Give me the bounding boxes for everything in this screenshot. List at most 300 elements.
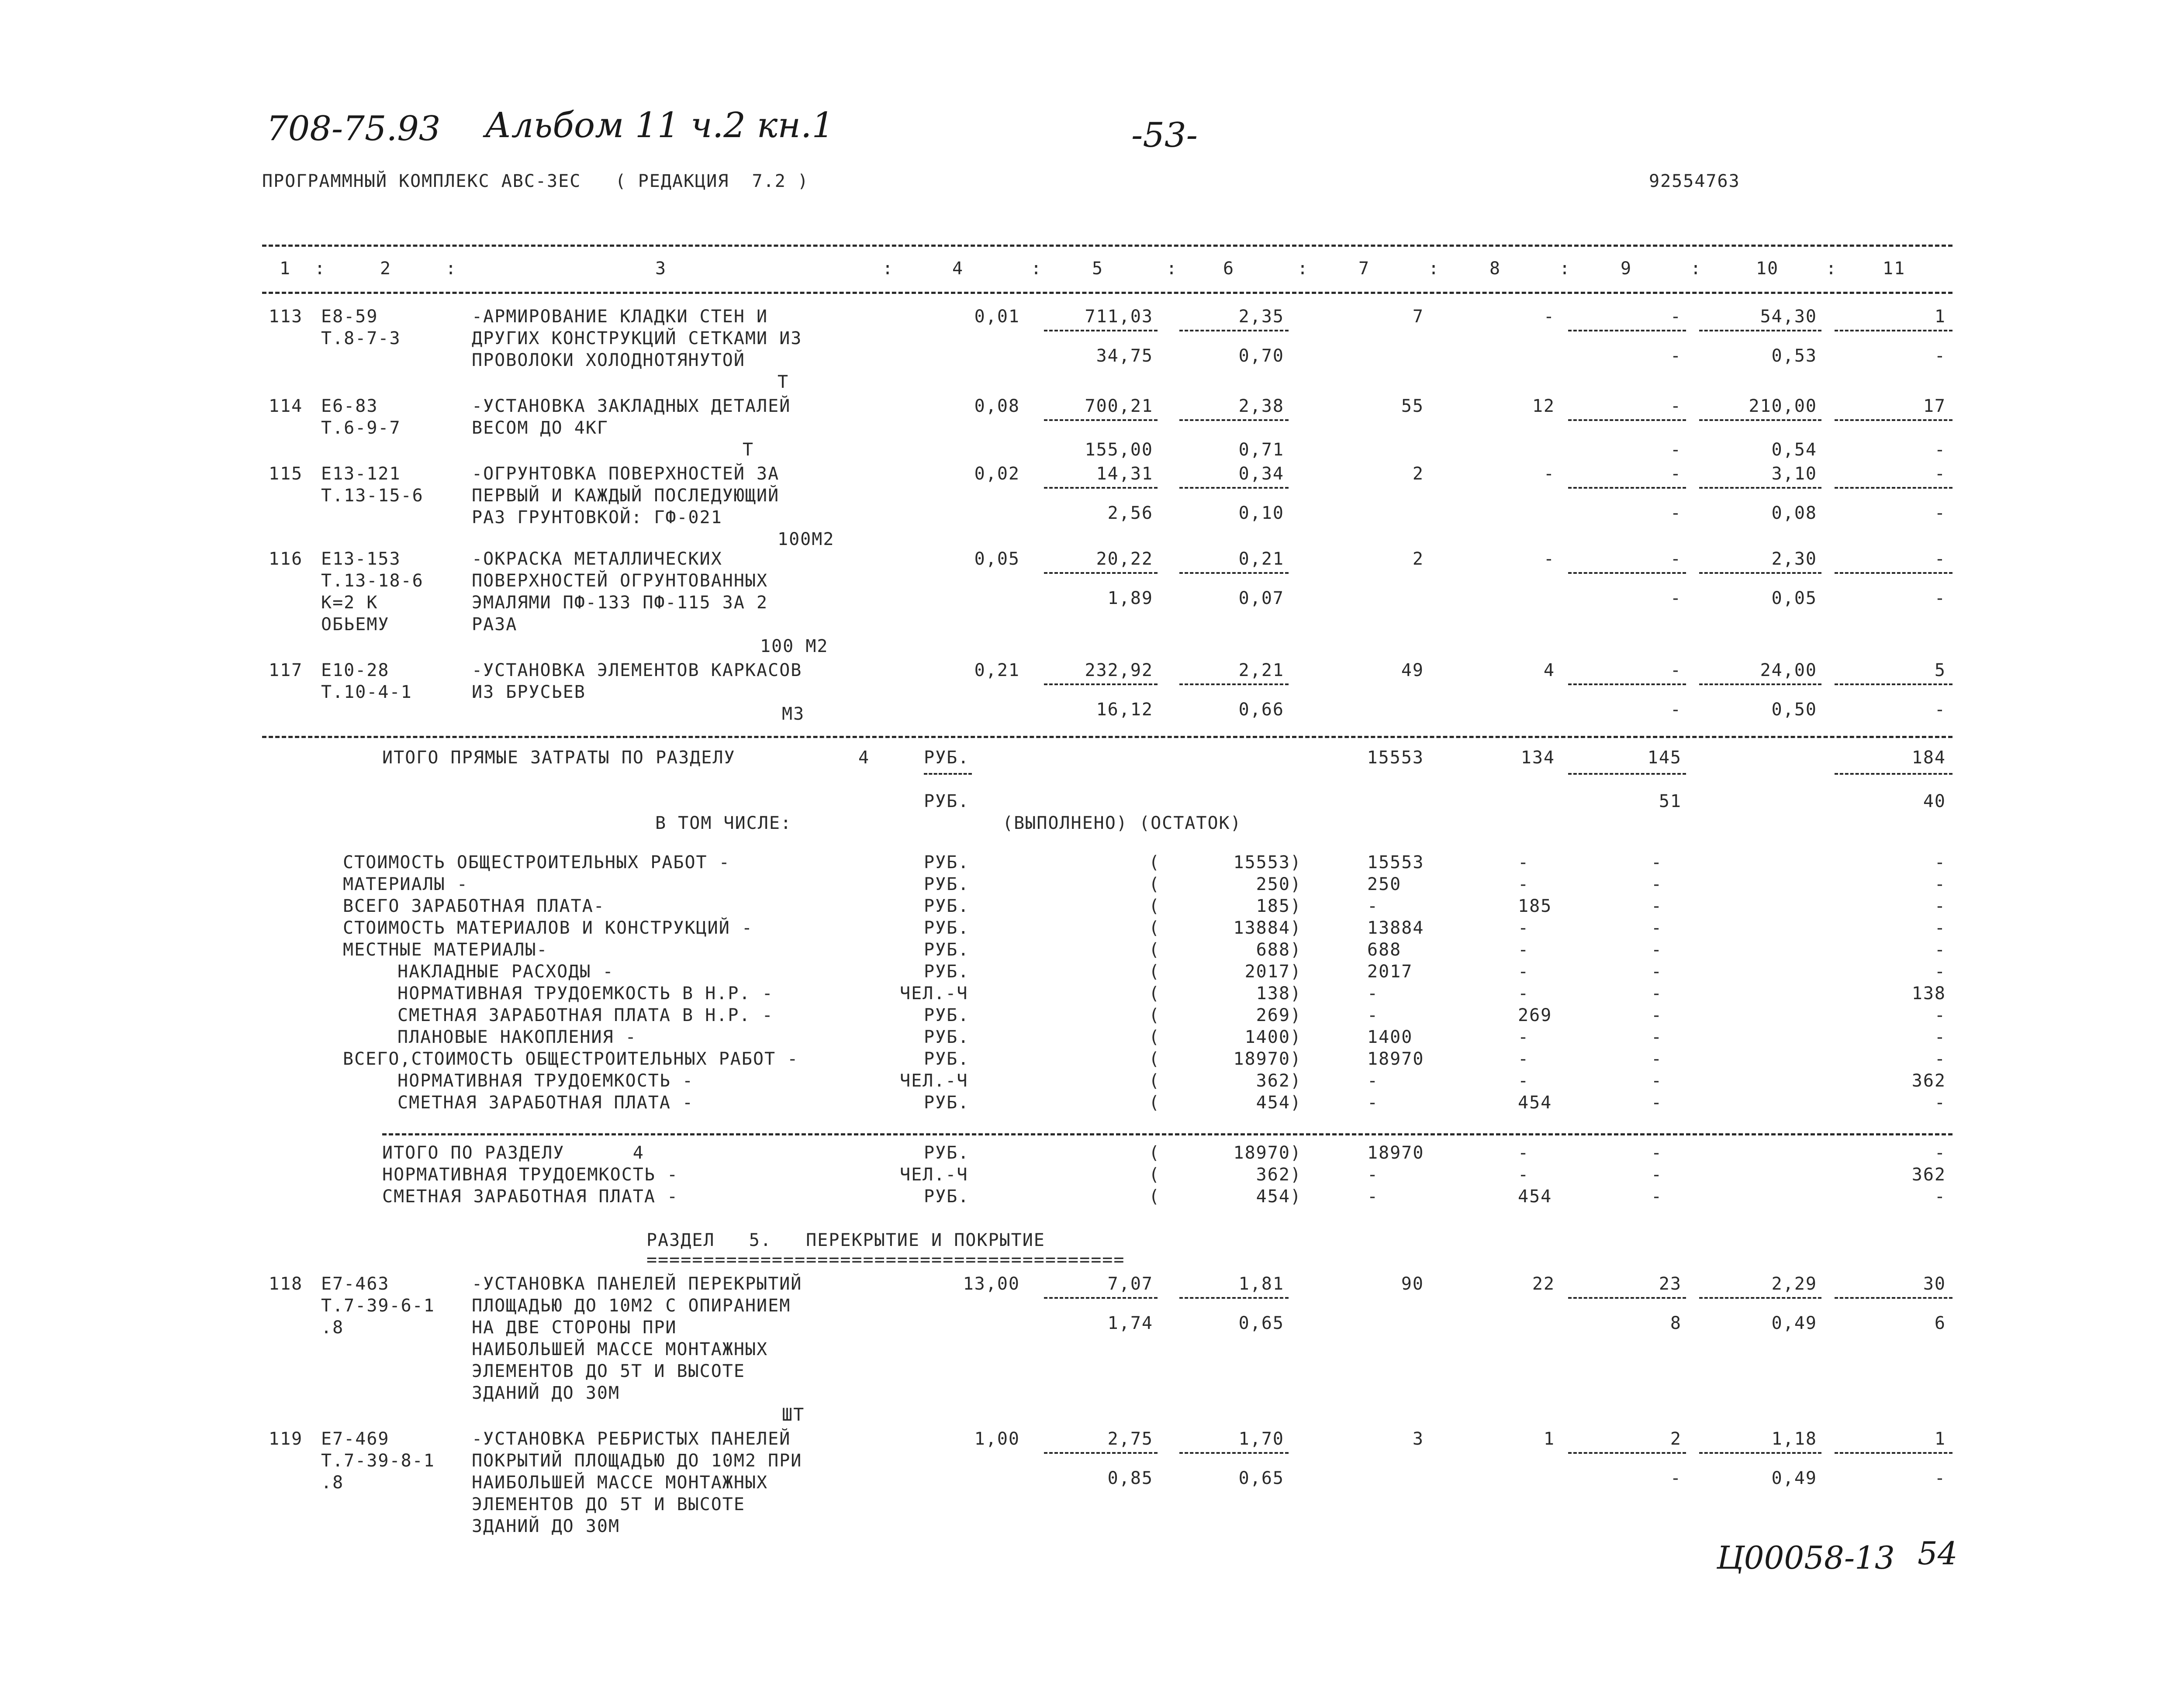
summary-col8: - — [1518, 874, 1530, 894]
row-description: ВЕСОМ ДО 4КГ — [472, 418, 608, 438]
row-description: ПЛОЩАДЬЮ ДО 10М2 С ОПИРАНИЕМ — [472, 1296, 791, 1316]
summary-col9: - — [1651, 1049, 1663, 1069]
row-divider — [1835, 330, 1952, 331]
summary-unit: РУБ. — [924, 1027, 970, 1047]
row-unit: Т — [743, 440, 754, 460]
row-col10-total: 54,30 — [1760, 307, 1817, 327]
row-code: Т.6-9-7 — [321, 418, 401, 438]
row-code: Т.8-7-3 — [321, 328, 401, 348]
summary-unit: РУБ. — [924, 1093, 970, 1113]
row-description: НАИБОЛЬШЕЙ МАССЕ МОНТАЖНЫХ — [472, 1473, 768, 1493]
row-divider — [1179, 683, 1289, 685]
row-divider — [1044, 572, 1158, 574]
row-col6-total: 1,70 — [1238, 1429, 1284, 1449]
row-col5-salary: 34,75 — [1096, 346, 1153, 366]
total-direct-unit-2: РУБ. — [924, 791, 970, 811]
summary-label: ВСЕГО,СТОИМОСТЬ ОБЩЕСТРОИТЕЛЬНЫХ РАБОТ - — [343, 1049, 799, 1069]
row-quantity: 0,01 — [974, 307, 1020, 327]
row-description: -ОГРУНТОВКА ПОВЕРХНОСТЕЙ ЗА — [472, 464, 780, 484]
summary-col9: - — [1651, 1093, 1663, 1113]
column-header-9: 9 — [1621, 259, 1632, 279]
summary-col11: - — [1934, 1005, 1946, 1025]
row-col11-total: - — [1934, 464, 1946, 484]
row-number: 114 — [269, 396, 303, 416]
row-divider — [1179, 1452, 1289, 1454]
including-label: В ТОМ ЧИСЛЕ: — [655, 813, 792, 833]
summary-paren: ( — [1149, 896, 1161, 916]
row-col6-salary: 0,07 — [1238, 588, 1284, 608]
total-direct-col8: 134 — [1521, 748, 1555, 768]
row-quantity: 1,00 — [974, 1429, 1020, 1449]
summary-label: СМЕТНАЯ ЗАРАБОТНАЯ ПЛАТА В Н.Р. - — [397, 1005, 774, 1025]
summary-label: СТОИМОСТЬ МАТЕРИАЛОВ И КОНСТРУКЦИЙ - — [343, 918, 753, 938]
row-col10-salary: 0,05 — [1771, 588, 1817, 608]
row-col5-salary: 2,56 — [1107, 503, 1153, 523]
row-col5-salary: 1,74 — [1107, 1313, 1153, 1333]
row-col8: 4 — [1543, 660, 1555, 680]
column-separator: : — [1297, 259, 1309, 279]
summary-paren: ( — [1149, 983, 1161, 1004]
section-total-paren: ( — [1149, 1143, 1161, 1163]
row-col6-salary: 0,70 — [1238, 346, 1284, 366]
row-code: Е7-469 — [321, 1429, 390, 1449]
row-code: К=2 К — [321, 593, 378, 613]
row-col7: 3 — [1412, 1429, 1424, 1449]
summary-col8: - — [1518, 1071, 1530, 1091]
summary-value: 185) — [1256, 896, 1302, 916]
row-quantity: 0,08 — [974, 396, 1020, 416]
row-number: 117 — [269, 660, 303, 680]
row-col9-salary: - — [1670, 346, 1682, 366]
column-separator: : — [1690, 259, 1702, 279]
row-description: -ОКРАСКА МЕТАЛЛИЧЕСКИХ — [472, 549, 722, 569]
row-description: ПЕРВЫЙ И КАЖДЫЙ ПОСЛЕДУЮЩИЙ — [472, 486, 780, 506]
row-code: Т.7-39-8-1 — [321, 1451, 435, 1471]
summary-col8: 454 — [1518, 1093, 1552, 1113]
row-col9-salary: 8 — [1670, 1313, 1682, 1333]
row-divider — [1044, 1297, 1158, 1299]
row-quantity: 0,05 — [974, 549, 1020, 569]
row-col9-total: - — [1670, 464, 1682, 484]
row-code: Т.13-18-6 — [321, 571, 424, 591]
total-direct-label: ИТОГО ПРЯМЫЕ ЗАТРАТЫ ПО РАЗДЕЛУ — [382, 748, 736, 768]
row-quantity: 0,21 — [974, 660, 1020, 680]
row-description: ЭЛЕМЕНТОВ ДО 5Т И ВЫСОТЕ — [472, 1494, 745, 1515]
row-description: РАЗА — [472, 614, 518, 635]
total-direct-col11-b: 40 — [1923, 791, 1946, 811]
column-separator: : — [1031, 259, 1043, 279]
summary-col7: 13884 — [1367, 918, 1424, 938]
handwritten-footer-page: 54 — [1918, 1535, 1958, 1572]
column-header-10: 10 — [1756, 259, 1779, 279]
row-divider — [1179, 1297, 1289, 1299]
section-total-value: 362) — [1256, 1165, 1302, 1185]
summary-col11: - — [1934, 1027, 1946, 1047]
row-description: -УСТАНОВКА ЭЛЕМЕНТОВ КАРКАСОВ — [472, 660, 802, 680]
total-direct-section: 4 — [858, 748, 870, 768]
summary-label: СМЕТНАЯ ЗАРАБОТНАЯ ПЛАТА - — [397, 1093, 694, 1113]
row-description: ЭМАЛЯМИ ПФ-133 ПФ-115 ЗА 2 — [472, 593, 768, 613]
column-separator: : — [446, 259, 457, 279]
row-divider — [1044, 1452, 1158, 1454]
row-description: -УСТАНОВКА ЗАКЛАДНЫХ ДЕТАЛЕЙ — [472, 396, 791, 416]
row-code: Е13-121 — [321, 464, 401, 484]
row-col9-salary: - — [1670, 1468, 1682, 1488]
row-code: Т.13-15-6 — [321, 486, 424, 506]
row-unit: 100 М2 — [760, 636, 829, 656]
column-header-1: 1 — [280, 259, 291, 279]
summary-col7: 1400 — [1367, 1027, 1413, 1047]
row-col11-total: 30 — [1923, 1274, 1946, 1294]
row-col10-total: 3,10 — [1771, 464, 1817, 484]
summary-unit: РУБ. — [924, 962, 970, 982]
column-header-3: 3 — [655, 259, 667, 279]
row-code: Е8-59 — [321, 307, 378, 327]
row-col10-salary: 0,49 — [1771, 1468, 1817, 1488]
row-col5-total: 2,75 — [1107, 1429, 1153, 1449]
summary-col7: - — [1367, 1071, 1379, 1091]
row-divider — [1835, 419, 1952, 421]
row-col7: 90 — [1401, 1274, 1424, 1294]
section-total-col9: - — [1651, 1187, 1663, 1207]
row-description: -УСТАНОВКА ПАНЕЛЕЙ ПЕРЕКРЫТИЙ — [472, 1274, 802, 1294]
summary-col11: 138 — [1911, 983, 1946, 1004]
row-col6-total: 0,21 — [1238, 549, 1284, 569]
summary-unit: ЧЕЛ.-Ч — [900, 983, 968, 1004]
summary-col7: 15553 — [1367, 852, 1424, 873]
row-col5-total: 700,21 — [1085, 396, 1153, 416]
summary-unit: РУБ. — [924, 896, 970, 916]
row-col11-salary: - — [1934, 346, 1946, 366]
row-col10-salary: 0,53 — [1771, 346, 1817, 366]
row-col11-salary: - — [1934, 440, 1946, 460]
summary-col9: - — [1651, 1005, 1663, 1025]
row-col5-total: 20,22 — [1096, 549, 1153, 569]
row-number: 119 — [269, 1429, 303, 1449]
row-number: 116 — [269, 549, 303, 569]
row-description: ДРУГИХ КОНСТРУКЦИЙ СЕТКАМИ ИЗ — [472, 328, 802, 348]
row-description: -АРМИРОВАНИЕ КЛАДКИ СТЕН И — [472, 307, 768, 327]
summary-label: НАКЛАДНЫЕ РАСХОДЫ - — [397, 962, 614, 982]
row-description: НАИБОЛЬШЕЙ МАССЕ МОНТАЖНЫХ — [472, 1339, 768, 1359]
summary-unit: РУБ. — [924, 874, 970, 894]
summary-col9: - — [1651, 983, 1663, 1004]
summary-value: 454) — [1256, 1093, 1302, 1113]
row-col7: 2 — [1412, 464, 1424, 484]
row-col11-salary: - — [1934, 588, 1946, 608]
summary-paren: ( — [1149, 918, 1161, 938]
row-col6-salary: 0,71 — [1238, 440, 1284, 460]
section-total-col11: 362 — [1911, 1165, 1946, 1185]
row-col5-total: 711,03 — [1085, 307, 1153, 327]
column-separator: : — [882, 259, 894, 279]
row-description: -УСТАНОВКА РЕБРИСТЫХ ПАНЕЛЕЙ — [472, 1429, 791, 1449]
row-description: ПРОВОЛОКИ ХОЛОДНОТЯНУТОЙ — [472, 350, 745, 370]
row-divider — [1568, 1452, 1686, 1454]
row-col5-total: 232,92 — [1085, 660, 1153, 680]
row-col9-salary: - — [1670, 700, 1682, 720]
row-code: Е7-463 — [321, 1274, 390, 1294]
total-direct-col7: 15553 — [1367, 748, 1424, 768]
row-col9-total: - — [1670, 549, 1682, 569]
row-col6-total: 0,34 — [1238, 464, 1284, 484]
summary-paren: ( — [1149, 1049, 1161, 1069]
row-unit: 100М2 — [778, 529, 835, 549]
handwritten-album: Альбом 11 ч.2 кн.1 — [485, 105, 834, 145]
summary-col9: - — [1651, 1071, 1663, 1091]
row-description: РАЗ ГРУНТОВКОЙ: ГФ-021 — [472, 507, 722, 528]
handwritten-code: 708-75.93 — [266, 109, 441, 148]
row-divider — [1699, 419, 1821, 421]
row-description: ЭЛЕМЕНТОВ ДО 5Т И ВЫСОТЕ — [472, 1361, 745, 1381]
summary-col8: - — [1518, 940, 1530, 960]
section-total-rule — [382, 1133, 1952, 1135]
row-divider — [1179, 487, 1289, 489]
row-divider — [1699, 330, 1821, 331]
row-col6-total: 1,81 — [1238, 1274, 1284, 1294]
row-divider — [1044, 487, 1158, 489]
row-col10-total: 2,30 — [1771, 549, 1817, 569]
row-divider — [1699, 572, 1821, 574]
summary-col8: 185 — [1518, 896, 1552, 916]
handwritten-page-number: -53- — [1131, 116, 1198, 155]
row-col9-total: 2 — [1670, 1429, 1682, 1449]
row-divider — [1699, 683, 1821, 685]
summary-col9: - — [1651, 874, 1663, 894]
summary-col11: - — [1934, 852, 1946, 873]
summary-col8: - — [1518, 1049, 1530, 1069]
row-col8: - — [1543, 464, 1555, 484]
section-total-col8: - — [1518, 1143, 1530, 1163]
summary-paren: ( — [1149, 940, 1161, 960]
section-total-unit: ЧЕЛ.-Ч — [900, 1165, 968, 1185]
row-unit: Т — [778, 372, 789, 392]
summary-col9: - — [1651, 940, 1663, 960]
row-col6-total: 2,38 — [1238, 396, 1284, 416]
row-col10-total: 1,18 — [1771, 1429, 1817, 1449]
summary-col7: - — [1367, 896, 1379, 916]
summary-value: 250) — [1256, 874, 1302, 894]
section-total-col7: 18970 — [1367, 1143, 1424, 1163]
including-header: (ВЫПОЛНЕНО) (ОСТАТОК) — [1002, 813, 1242, 833]
row-col11-total: - — [1934, 549, 1946, 569]
row-divider — [1568, 330, 1686, 331]
row-col11-total: 5 — [1934, 660, 1946, 680]
summary-col9: - — [1651, 962, 1663, 982]
row-col5-salary: 155,00 — [1085, 440, 1153, 460]
row-col11-total: 1 — [1934, 1429, 1946, 1449]
summary-col11: - — [1934, 918, 1946, 938]
section-total-label: СМЕТНАЯ ЗАРАБОТНАЯ ПЛАТА - — [382, 1187, 679, 1207]
summary-label: МАТЕРИАЛЫ - — [343, 874, 468, 894]
row-quantity: 13,00 — [963, 1274, 1020, 1294]
summary-col7: - — [1367, 1005, 1379, 1025]
row-col9-total: - — [1670, 307, 1682, 327]
summary-value: 2017) — [1244, 962, 1302, 982]
row-col11-total: 17 — [1923, 396, 1946, 416]
row-col7: 7 — [1412, 307, 1424, 327]
row-col5-total: 7,07 — [1107, 1274, 1153, 1294]
summary-col7: - — [1367, 983, 1379, 1004]
summary-value: 688) — [1256, 940, 1302, 960]
summary-col11: 362 — [1911, 1071, 1946, 1091]
summary-unit: РУБ. — [924, 918, 970, 938]
row-col11-salary: 6 — [1934, 1313, 1946, 1333]
row-col10-salary: 0,54 — [1771, 440, 1817, 460]
row-divider — [1179, 572, 1289, 574]
section-total-col7: - — [1367, 1187, 1379, 1207]
row-col9-total: 23 — [1659, 1274, 1682, 1294]
row-col11-salary: - — [1934, 1468, 1946, 1488]
row-col8: 12 — [1532, 396, 1555, 416]
total-direct-divider — [1568, 773, 1686, 775]
section-total-col9: - — [1651, 1165, 1663, 1185]
row-unit: М3 — [782, 704, 805, 724]
summary-col11: - — [1934, 1049, 1946, 1069]
total-direct-divider — [924, 773, 972, 775]
summary-value: 138) — [1256, 983, 1302, 1004]
summary-col9: - — [1651, 896, 1663, 916]
row-code: .8 — [321, 1473, 344, 1493]
summary-label: СТОИМОСТЬ ОБЩЕСТРОИТЕЛЬНЫХ РАБОТ - — [343, 852, 730, 873]
row-col8: 22 — [1532, 1274, 1555, 1294]
column-separator: : — [1559, 259, 1571, 279]
row-code: Т.10-4-1 — [321, 682, 412, 702]
summary-value: 362) — [1256, 1071, 1302, 1091]
row-col8: - — [1543, 307, 1555, 327]
summary-col11: - — [1934, 940, 1946, 960]
row-description: ЗДАНИЙ ДО 30М — [472, 1516, 620, 1536]
row-col10-salary: 0,49 — [1771, 1313, 1817, 1333]
section-total-col8: 454 — [1518, 1187, 1552, 1207]
summary-col7: 688 — [1367, 940, 1402, 960]
section-total-paren: ( — [1149, 1165, 1161, 1185]
column-header-7: 7 — [1358, 259, 1370, 279]
column-header-4: 4 — [952, 259, 964, 279]
row-divider — [1179, 330, 1289, 331]
summary-col8: - — [1518, 1027, 1530, 1047]
row-code: .8 — [321, 1318, 344, 1338]
row-divider — [1044, 330, 1158, 331]
summary-label: МЕСТНЫЕ МАТЕРИАЛЫ- — [343, 940, 548, 960]
row-divider — [1699, 1297, 1821, 1299]
section-total-label: НОРМАТИВНАЯ ТРУДОЕМКОСТЬ - — [382, 1165, 679, 1185]
row-col7: 55 — [1401, 396, 1424, 416]
row-quantity: 0,02 — [974, 464, 1020, 484]
row-divider — [1044, 419, 1158, 421]
row-divider — [1044, 683, 1158, 685]
row-col6-total: 2,21 — [1238, 660, 1284, 680]
summary-unit: РУБ. — [924, 852, 970, 873]
row-divider — [1835, 1297, 1952, 1299]
summary-value: 18970) — [1233, 1049, 1302, 1069]
summary-col8: - — [1518, 983, 1530, 1004]
summary-col11: - — [1934, 874, 1946, 894]
row-col10-salary: 0,08 — [1771, 503, 1817, 523]
summary-paren: ( — [1149, 1071, 1161, 1091]
row-divider — [1568, 683, 1686, 685]
row-col8: 1 — [1543, 1429, 1555, 1449]
section5-title: РАЗДЕЛ 5. ПЕРЕКРЫТИЕ И ПОКРЫТИЕ — [646, 1230, 1045, 1250]
row-description: ПОВЕРХНОСТЕЙ ОГРУНТОВАННЫХ — [472, 571, 768, 591]
row-code: ОБЬЕМУ — [321, 614, 390, 635]
summary-col9: - — [1651, 918, 1663, 938]
total-direct-col9-b: 51 — [1659, 791, 1682, 811]
section-total-unit: РУБ. — [924, 1143, 970, 1163]
summary-value: 269) — [1256, 1005, 1302, 1025]
row-description: ПОКРЫТИЙ ПЛОЩАДЬЮ ДО 10М2 ПРИ — [472, 1451, 802, 1471]
row-code: Е6-83 — [321, 396, 378, 416]
column-header-5: 5 — [1092, 259, 1104, 279]
document-number: 92554763 — [1649, 171, 1740, 191]
row-divider — [1568, 487, 1686, 489]
summary-paren: ( — [1149, 1027, 1161, 1047]
summary-unit: РУБ. — [924, 1005, 970, 1025]
summary-paren: ( — [1149, 852, 1161, 873]
row-col5-salary: 1,89 — [1107, 588, 1153, 608]
row-divider — [1568, 419, 1686, 421]
row-divider — [1699, 487, 1821, 489]
summary-value: 13884) — [1233, 918, 1302, 938]
row-divider — [1179, 419, 1289, 421]
row-number: 115 — [269, 464, 303, 484]
summary-col7: 250 — [1367, 874, 1402, 894]
summary-paren: ( — [1149, 874, 1161, 894]
row-divider — [1568, 1297, 1686, 1299]
summary-unit: ЧЕЛ.-Ч — [900, 1071, 968, 1091]
section-total-unit: РУБ. — [924, 1187, 970, 1207]
summary-paren: ( — [1149, 962, 1161, 982]
row-col5-salary: 16,12 — [1096, 700, 1153, 720]
summary-label: ВСЕГО ЗАРАБОТНАЯ ПЛАТА- — [343, 896, 605, 916]
column-separator: : — [1826, 259, 1838, 279]
row-code: Е10-28 — [321, 660, 390, 680]
summary-col9: - — [1651, 1027, 1663, 1047]
summary-value: 1400) — [1244, 1027, 1302, 1047]
summary-col9: - — [1651, 852, 1663, 873]
row-col6-salary: 0,66 — [1238, 700, 1284, 720]
row-col10-total: 2,29 — [1771, 1274, 1817, 1294]
summary-unit: РУБ. — [924, 940, 970, 960]
total-direct-col11: 184 — [1911, 748, 1946, 768]
summary-label: ПЛАНОВЫЕ НАКОПЛЕНИЯ - — [397, 1027, 637, 1047]
row-col7: 49 — [1401, 660, 1424, 680]
summary-label: НОРМАТИВНАЯ ТРУДОЕМКОСТЬ - — [397, 1071, 694, 1091]
row-divider — [1835, 487, 1952, 489]
summary-col8: - — [1518, 852, 1530, 873]
row-col6-salary: 0,65 — [1238, 1313, 1284, 1333]
section-total-label: ИТОГО ПО РАЗДЕЛУ 4 — [382, 1143, 644, 1163]
row-divider — [1568, 572, 1686, 574]
summary-col11: - — [1934, 896, 1946, 916]
column-header-8: 8 — [1489, 259, 1501, 279]
row-divider — [1835, 1452, 1952, 1454]
row-description: НА ДВЕ СТОРОНЫ ПРИ — [472, 1318, 677, 1338]
summary-col11: - — [1934, 962, 1946, 982]
row-number: 113 — [269, 307, 303, 327]
row-description: ЗДАНИЙ ДО 30М — [472, 1383, 620, 1403]
row-divider — [1835, 572, 1952, 574]
summary-col8: - — [1518, 918, 1530, 938]
row-col10-total: 24,00 — [1760, 660, 1817, 680]
total-direct-divider — [1835, 773, 1952, 775]
column-separator: : — [1428, 259, 1440, 279]
row-col5-salary: 0,85 — [1107, 1468, 1153, 1488]
summary-col11: - — [1934, 1093, 1946, 1113]
column-header-6: 6 — [1223, 259, 1235, 279]
section-total-col9: - — [1651, 1143, 1663, 1163]
summary-col7: - — [1367, 1093, 1379, 1113]
